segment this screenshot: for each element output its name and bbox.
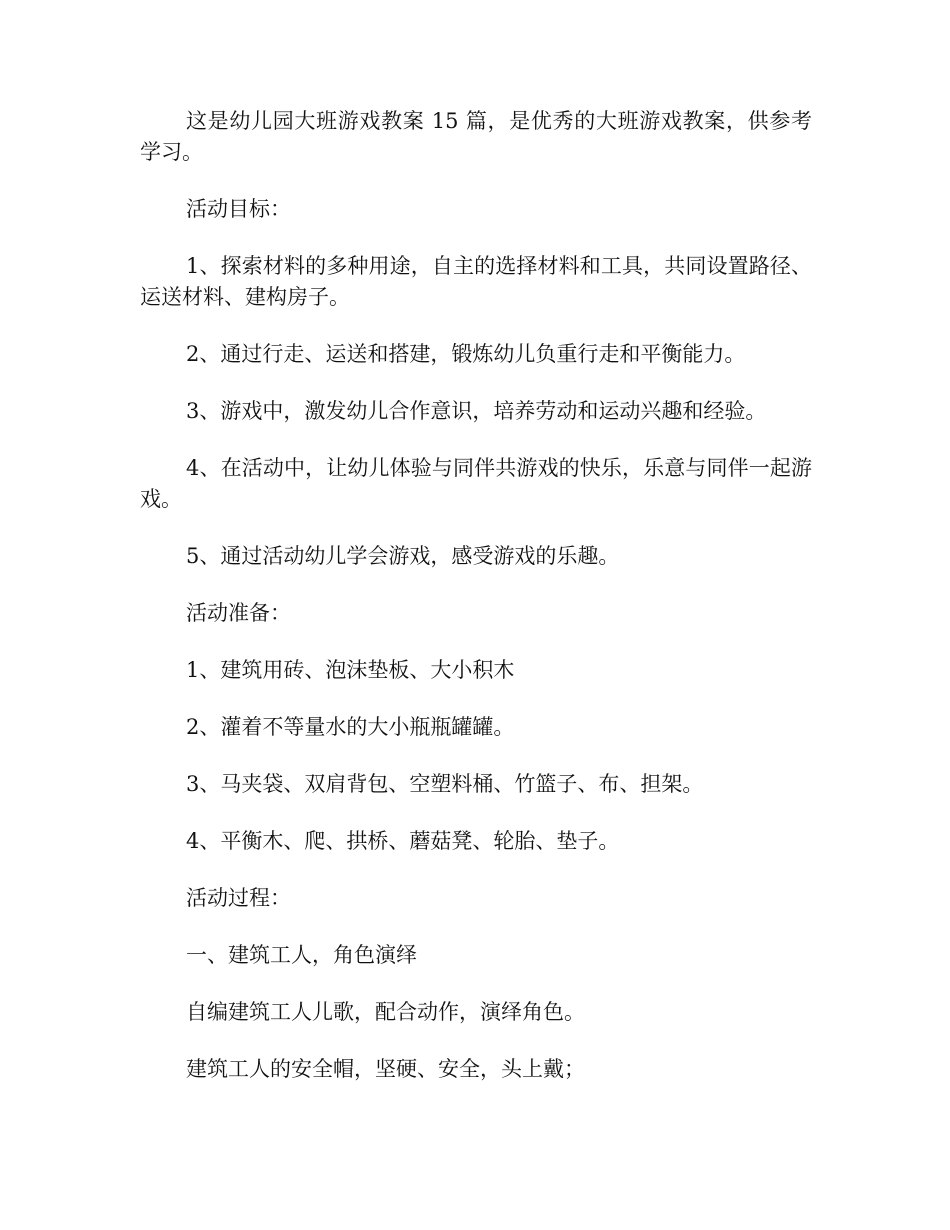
goal-item: 5、通过活动幼儿学会游戏，感受游戏的乐趣。	[186, 544, 620, 568]
document-body	[140, 106, 812, 1111]
section-heading-goals: 活动目标：	[186, 197, 291, 221]
section-heading-preparation: 活动准备：	[186, 601, 291, 625]
goal-item: 3、游戏中，激发幼儿合作意识，培养劳动和运动兴趣和经验。	[186, 399, 767, 423]
goal-item: 1、探索材料的多种用途，自主的选择材料和工具，共同设置路径、运送材料、建构房子。	[140, 254, 812, 309]
process-subheading: 一、建筑工人，角色演绎	[186, 943, 417, 967]
intro-paragraph: 这是幼儿园大班游戏教案 15 篇，是优秀的大班游戏教案，供参考学习。	[140, 109, 812, 164]
process-paragraph: 自编建筑工人儿歌，配合动作，演绎角色。	[186, 1000, 585, 1024]
goal-item: 2、通过行走、运送和搭建，锻炼幼儿负重行走和平衡能力。	[186, 342, 746, 366]
preparation-item: 2、灌着不等量水的大小瓶瓶罐罐。	[186, 715, 515, 739]
preparation-item: 4、平衡木、爬、拱桥、蘑菇凳、轮胎、垫子。	[186, 829, 620, 853]
goal-item: 4、在活动中，让幼儿体验与同伴共游戏的快乐，乐意与同伴一起游戏。	[140, 456, 812, 511]
process-paragraph: 建筑工人的安全帽，坚硬、安全，头上戴；	[186, 1057, 585, 1081]
section-heading-process: 活动过程：	[186, 886, 291, 910]
preparation-item: 3、马夹袋、双肩背包、空塑料桶、竹篮子、布、担架。	[186, 772, 704, 796]
preparation-item: 1、建筑用砖、泡沫垫板、大小积木	[186, 658, 515, 682]
